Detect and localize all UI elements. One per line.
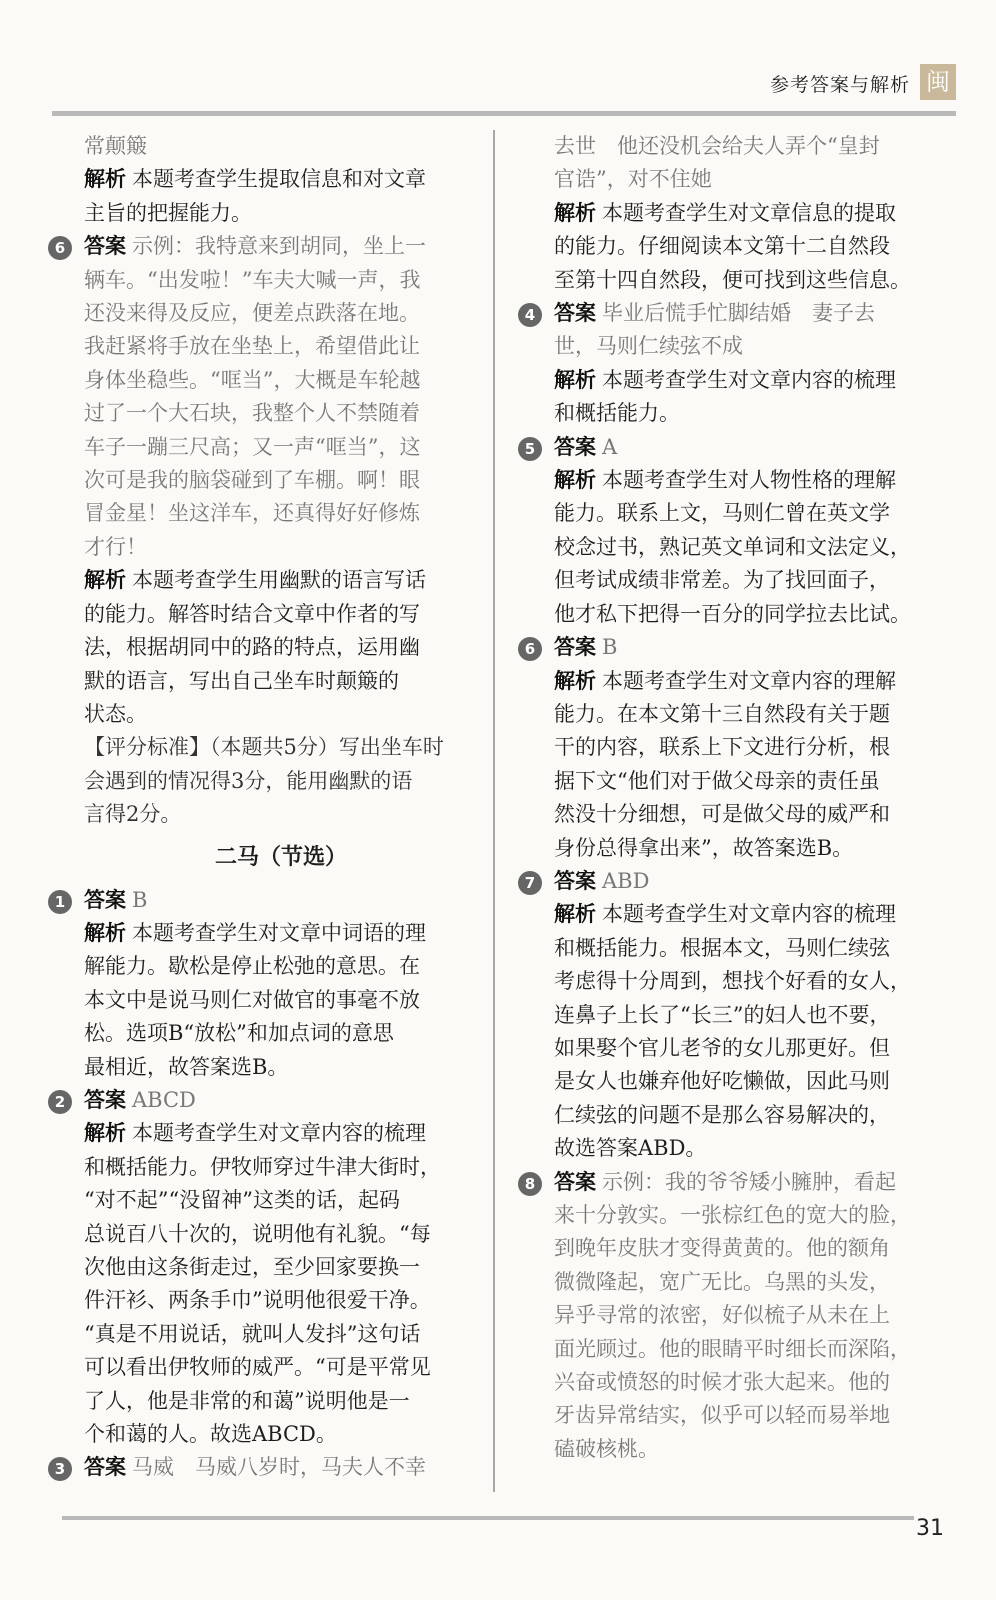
explain-line: 了人，他是非常的和蔼”说明他是一 (84, 1388, 410, 1413)
answer-line: 兴奋或愤怒的时候才张大起来。他的 (554, 1370, 890, 1395)
explain-line: 干的内容，联系上下文进行分析，根 (554, 735, 890, 760)
explain-label: 解析 (84, 568, 126, 593)
answer-value: B (132, 887, 148, 912)
answer-label: 答案 (554, 301, 596, 326)
explain-line: 解能力。歇松是停止松弛的意思。在 (84, 954, 420, 979)
question-4 (518, 297, 948, 431)
answer-line: 示例：我的爷爷矮小臃肿，看起 (602, 1169, 896, 1194)
answer-line: 示例：我特意来到胡同，坐上一 (132, 234, 426, 259)
answer-line: 车子一蹦三尺高；又一声“哐当”，这 (84, 434, 421, 459)
explain-line: “对不起”“没留神”这类的话，起码 (84, 1188, 400, 1213)
explain-line: 总说百八十次的，说明他有礼貌。“每 (84, 1221, 431, 1246)
explain-line: 本题考查学生对人物性格的理解 (602, 468, 896, 493)
explain-line: 和概括能力。 (554, 401, 680, 426)
answer-line: 还没来得及反应，便差点跌落在地。 (84, 301, 420, 326)
answer-line: 马威 马威八岁时，马夫人不幸 (132, 1455, 426, 1480)
question-number: 1 (48, 890, 72, 914)
answer-line: 微微隆起，宽广无比。乌黑的头发， (554, 1269, 890, 1294)
answer-line: 我赶紧将手放在坐垫上，希望借此让 (84, 334, 420, 359)
explain-line: 松。选项B“放松”和加点词的意思 (84, 1021, 394, 1046)
answer-line: 辆车。“出发啦！”车夫大喊一声，我 (84, 267, 421, 292)
explain-line: 但考试成绩非常差。为了找回面子， (554, 568, 890, 593)
question-number: 2 (48, 1090, 72, 1114)
scoring-standard-line: 【评分标准】（本题共5分）写出坐车时 (84, 735, 444, 760)
answer-label: 答案 (554, 635, 596, 660)
explain-label: 解析 (84, 1121, 126, 1146)
explain-line: 仁续弦的问题不是那么容易解决的， (554, 1102, 890, 1127)
answer-line: 过了一个大石块，我整个人不禁随着 (84, 401, 420, 426)
answer-line: 世，马则仁续弦不成 (554, 334, 743, 359)
explain-line: 是女人也嫌弃他好吃懒做，因此马则 (554, 1069, 890, 1094)
question-5 (518, 431, 948, 631)
section-title: 二马（节选） (214, 844, 347, 870)
question-1 (48, 884, 478, 1084)
explain-line: 的能力。解答时结合文章中作者的写 (84, 601, 420, 626)
answer-value: A (602, 434, 618, 459)
footer-rule (62, 1516, 914, 1520)
explain-line: 主旨的把握能力。 (84, 200, 252, 225)
explain-line: 法，根据胡同中的路的特点，运用幽 (84, 635, 420, 660)
question-8 (518, 1166, 948, 1467)
explain-label: 解析 (554, 367, 596, 392)
answer-line: 磕破核桃。 (554, 1436, 659, 1461)
explain-line: 本题考查学生对文章内容的理解 (602, 668, 896, 693)
answer-line: 官诰”，对不住她 (554, 167, 712, 192)
answer-line: 异乎寻常的浓密，好似梳子从未在上 (554, 1303, 890, 1328)
scoring-standard-line: 会遇到的情况得3分，能用幽默的语 (84, 768, 413, 793)
answer-line: 到晚年皮肤才变得黄黄的。他的额角 (554, 1236, 890, 1261)
header-rule (52, 111, 956, 116)
explain-line: 据下文“他们对于做父母亲的责任虽 (554, 768, 880, 793)
question-number: 5 (518, 437, 542, 461)
question-2 (48, 1084, 478, 1451)
explain-line: 本题考查学生对文章中词语的理 (132, 920, 426, 945)
answer-value: ABD (602, 868, 650, 893)
question-number: 7 (518, 871, 542, 895)
explain-label: 解析 (84, 920, 126, 945)
question-number: 8 (518, 1172, 542, 1196)
answer-continuation-line: 常颠簸 (84, 134, 147, 158)
explain-line: 次他由这条街走过，至少回家要换一 (84, 1255, 420, 1279)
explain-line: 本题考查学生对文章内容的梳理 (602, 367, 896, 392)
explain-line: 本题考查学生提取信息和对文章 (132, 167, 426, 192)
explain-label: 解析 (554, 668, 596, 693)
answer-line: 次可是我的脑袋碰到了车棚。啊！眼 (84, 468, 420, 493)
answer-label: 答案 (84, 234, 126, 259)
column-divider (493, 130, 495, 1492)
answer-line: 冒金星！坐这洋车，还真得好好修炼 (84, 501, 420, 526)
explain-line: 件汗衫、两条手巾”说明他很爱干净。 (84, 1288, 431, 1313)
answer-line: 才行！ (84, 534, 147, 559)
page-number: 31 (916, 1516, 944, 1541)
explain-label: 解析 (554, 468, 596, 493)
answer-line: 去世 他还没机会给夫人弄个“皇封 (554, 134, 880, 158)
explain-line: 最相近，故答案选B。 (84, 1054, 289, 1079)
explain-line: 个和蔼的人。故选ABCD。 (84, 1422, 337, 1447)
answer-label: 答案 (554, 434, 596, 459)
explain-line: 默的语言，写出自己坐车时颠簸的 (84, 668, 399, 693)
explain-line: 考虑得十分周到，想找个好看的女人， (554, 969, 911, 994)
header-title: 参考答案与解析 (769, 74, 910, 96)
explain-line: 能力。在本文第十三自然段有关于题 (554, 701, 890, 726)
answer-line: 面光顾过。他的眼睛平时细长而深陷， (554, 1336, 911, 1361)
explain-line: 至第十四自然段，便可找到这些信息。 (554, 267, 911, 292)
explain-line: 可以看出伊牧师的威严。“可是平常见 (84, 1355, 431, 1380)
explain-line: 然没十分细想，可是做父母的威严和 (554, 802, 890, 827)
answer-line: 来十分敦实。一张棕红色的宽大的脸， (554, 1203, 911, 1227)
answer-line: 牙齿异常结实，似乎可以轻而易举地 (554, 1403, 890, 1428)
question-7 (518, 865, 948, 1166)
explain-line: 的能力。仔细阅读本文第十二自然段 (554, 234, 890, 259)
explain-line: 他才私下把得一百分的同学拉去比试。 (554, 601, 911, 626)
explain-line: 如果娶个官儿老爷的女儿那更好。但 (554, 1035, 890, 1060)
answer-label: 答案 (84, 1455, 126, 1480)
explain-label: 解析 (554, 200, 596, 225)
explain-line: 本文中是说马则仁对做官的事毫不放 (84, 987, 420, 1012)
explain-line: “真是不用说话，就叫人发抖”这句话 (84, 1321, 421, 1346)
scoring-standard-line: 言得2分。 (84, 802, 182, 827)
answer-line: 毕业后慌手忙脚结婚 妻子去 (602, 301, 875, 326)
explain-line: 本题考查学生用幽默的语言写话 (132, 568, 426, 593)
question-6 (518, 631, 948, 865)
answer-value: B (602, 635, 618, 660)
answer-label: 答案 (84, 1087, 126, 1112)
left-column (48, 130, 478, 1485)
question-number: 3 (48, 1457, 72, 1481)
explain-line: 状态。 (84, 701, 147, 726)
explain-line: 能力。联系上文，马则仁曾在英文学 (554, 501, 890, 526)
explain-line: 本题考查学生对文章内容的梳理 (602, 902, 896, 927)
answer-label: 答案 (84, 887, 126, 912)
explain-line: 连鼻子上长了“长三”的妇人也不要， (554, 1002, 891, 1027)
explain-line: 本题考查学生对文章内容的梳理 (132, 1121, 426, 1146)
explain-line: 身份总得拿出来”，故答案选B。 (554, 835, 854, 860)
question-number: 4 (518, 303, 542, 327)
explain-line: 故选答案ABD。 (554, 1136, 707, 1161)
answer-value: ABCD (132, 1087, 196, 1112)
explain-line: 校念过书，熟记英文单词和文法定义， (554, 534, 911, 559)
answer-label: 答案 (554, 1169, 596, 1194)
answer-line: 身体坐稳些。“哐当”，大概是车轮越 (84, 367, 421, 392)
q-prev-continuation (48, 130, 478, 230)
question-6 (48, 230, 478, 831)
explain-label: 解析 (84, 167, 126, 192)
explain-line: 和概括能力。根据本文，马则仁续弦 (554, 935, 890, 960)
region-badge: 闽 (920, 64, 956, 100)
explain-label: 解析 (554, 902, 596, 927)
question-3 (48, 1451, 478, 1484)
explain-line: 本题考查学生对文章信息的提取 (602, 200, 896, 225)
question-number: 6 (518, 637, 542, 661)
answer-label: 答案 (554, 868, 596, 893)
question-3-continued (518, 130, 948, 297)
explain-line: 和概括能力。伊牧师穿过牛津大街时， (84, 1154, 441, 1179)
right-column (518, 130, 948, 1466)
question-number: 6 (48, 236, 72, 260)
